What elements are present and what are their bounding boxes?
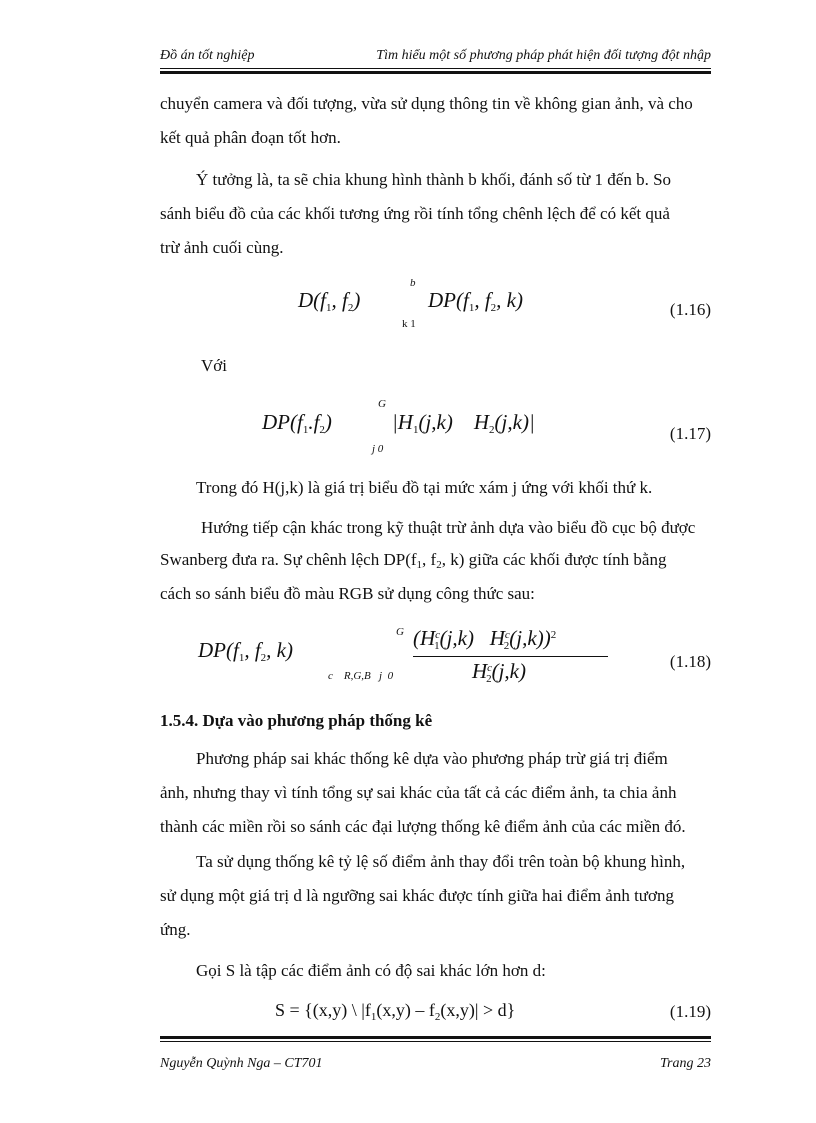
equation-1-18-lhs: DP(f1, f2, k) — [198, 638, 293, 664]
paragraph-line: ứng. — [160, 920, 191, 939]
header-right: Tìm hiểu một số phương pháp phát hiện đối tượng đột nhập — [376, 48, 711, 63]
paragraph-line: trừ ảnh cuối cùng. — [160, 238, 284, 257]
paragraph-line: kết quả phân đoạn tốt hơn. — [160, 128, 341, 147]
footer-rule-thick — [160, 1036, 711, 1039]
sum-upper-limit: G — [378, 398, 386, 410]
equation-number: (1.16) — [669, 300, 711, 319]
paragraph-line: sử dụng một giá trị d là ngưỡng sai khác được tính giữa hai điểm ảnh tương — [160, 886, 675, 905]
equation-number: (1.18) — [669, 652, 711, 671]
header-rule-thin — [160, 68, 711, 69]
fraction-denominator: $H^c2(j,k)$ — [472, 659, 526, 685]
paragraph-line: Với — [201, 356, 227, 375]
equation-1-17-lhs: DP(f1.f2) — [262, 410, 332, 436]
sum-lower-limit: j 0 — [372, 443, 384, 455]
sum-upper-limit: b — [410, 277, 416, 289]
paragraph-line: ảnh, nhưng thay vì tính tổng sự sai khác của tất cả các điểm ảnh, ta chia ảnh — [160, 783, 677, 802]
paragraph-line: Hướng tiếp cận khác trong kỹ thuật trừ ảnh dựa vào biểu đồ cục bộ được — [201, 518, 696, 537]
footer-rule-thin — [160, 1041, 711, 1042]
sum-lower-limit: k 1 — [402, 318, 416, 330]
paragraph-line: chuyển camera và đối tượng, vừa sử dụng thông tin về không gian ảnh, và cho — [160, 94, 693, 113]
paragraph-line: Phương pháp sai khác thống kê dựa vào phương pháp trừ giá trị điểm — [196, 749, 668, 768]
paragraph-line: Trong đó H(j,k) là giá trị biểu đồ tại mức xám j ứng với khối thứ k. — [196, 478, 653, 497]
paragraph-line: Ý tưởng là, ta sẽ chia khung hình thành b khối, đánh số từ 1 đến b. So — [196, 170, 672, 189]
paragraph-line: Ta sử dụng thống kê tỷ lệ số điểm ảnh thay đổi trên toàn bộ khung hình, — [196, 852, 686, 871]
footer-left: Nguyễn Quỳnh Nga – CT701 — [160, 1056, 323, 1071]
equation-1-17-rhs: |H1(j,k) H2(j,k)| — [392, 410, 535, 436]
paragraph-line: thành các miền rồi so sánh các đại lượng thống kê điểm ảnh của các miền đó. — [160, 817, 686, 836]
header-rule-thick — [160, 71, 711, 74]
equation-number: (1.17) — [669, 424, 711, 443]
paragraph-line: cách so sánh biểu đồ màu RGB sử dụng công thức sau: — [160, 584, 535, 603]
paragraph-line: sánh biểu đồ của các khối tương ứng rồi tính tổng chênh lệch để có kết quả — [160, 204, 670, 223]
fraction-bar — [413, 656, 608, 657]
section-heading: 1.5.4. Dựa vào phương pháp thống kê — [160, 711, 433, 730]
header-left: Đồ án tốt nghiệp — [160, 48, 255, 63]
equation-1-16-rhs: DP(f1, f2, k) — [428, 288, 523, 314]
paragraph-line: Gọi S là tập các điểm ảnh có độ sai khác lớn hơn d: — [196, 961, 546, 980]
equation-1-16-lhs: D(f1, f2) — [298, 288, 361, 314]
sum-lower-limit: c R,G,B j 0 — [328, 670, 394, 682]
sum-upper-limit: G — [396, 626, 404, 638]
footer-right: Trang 23 — [660, 1056, 711, 1071]
equation-1-19: S = {(x,y) \ $|f_1(x,y) - f_2(x,y)| > d$} — [275, 1000, 516, 1023]
equation-number: (1.19) — [669, 1002, 711, 1021]
fraction-numerator: ($H^c1(j,k)$ $H^c2(j,k))^2$ — [413, 626, 557, 652]
paragraph-line: Swanberg đưa ra. Sự chênh lệch DP(f1, f2, k) giữa các khối được tính bằng — [160, 550, 667, 571]
